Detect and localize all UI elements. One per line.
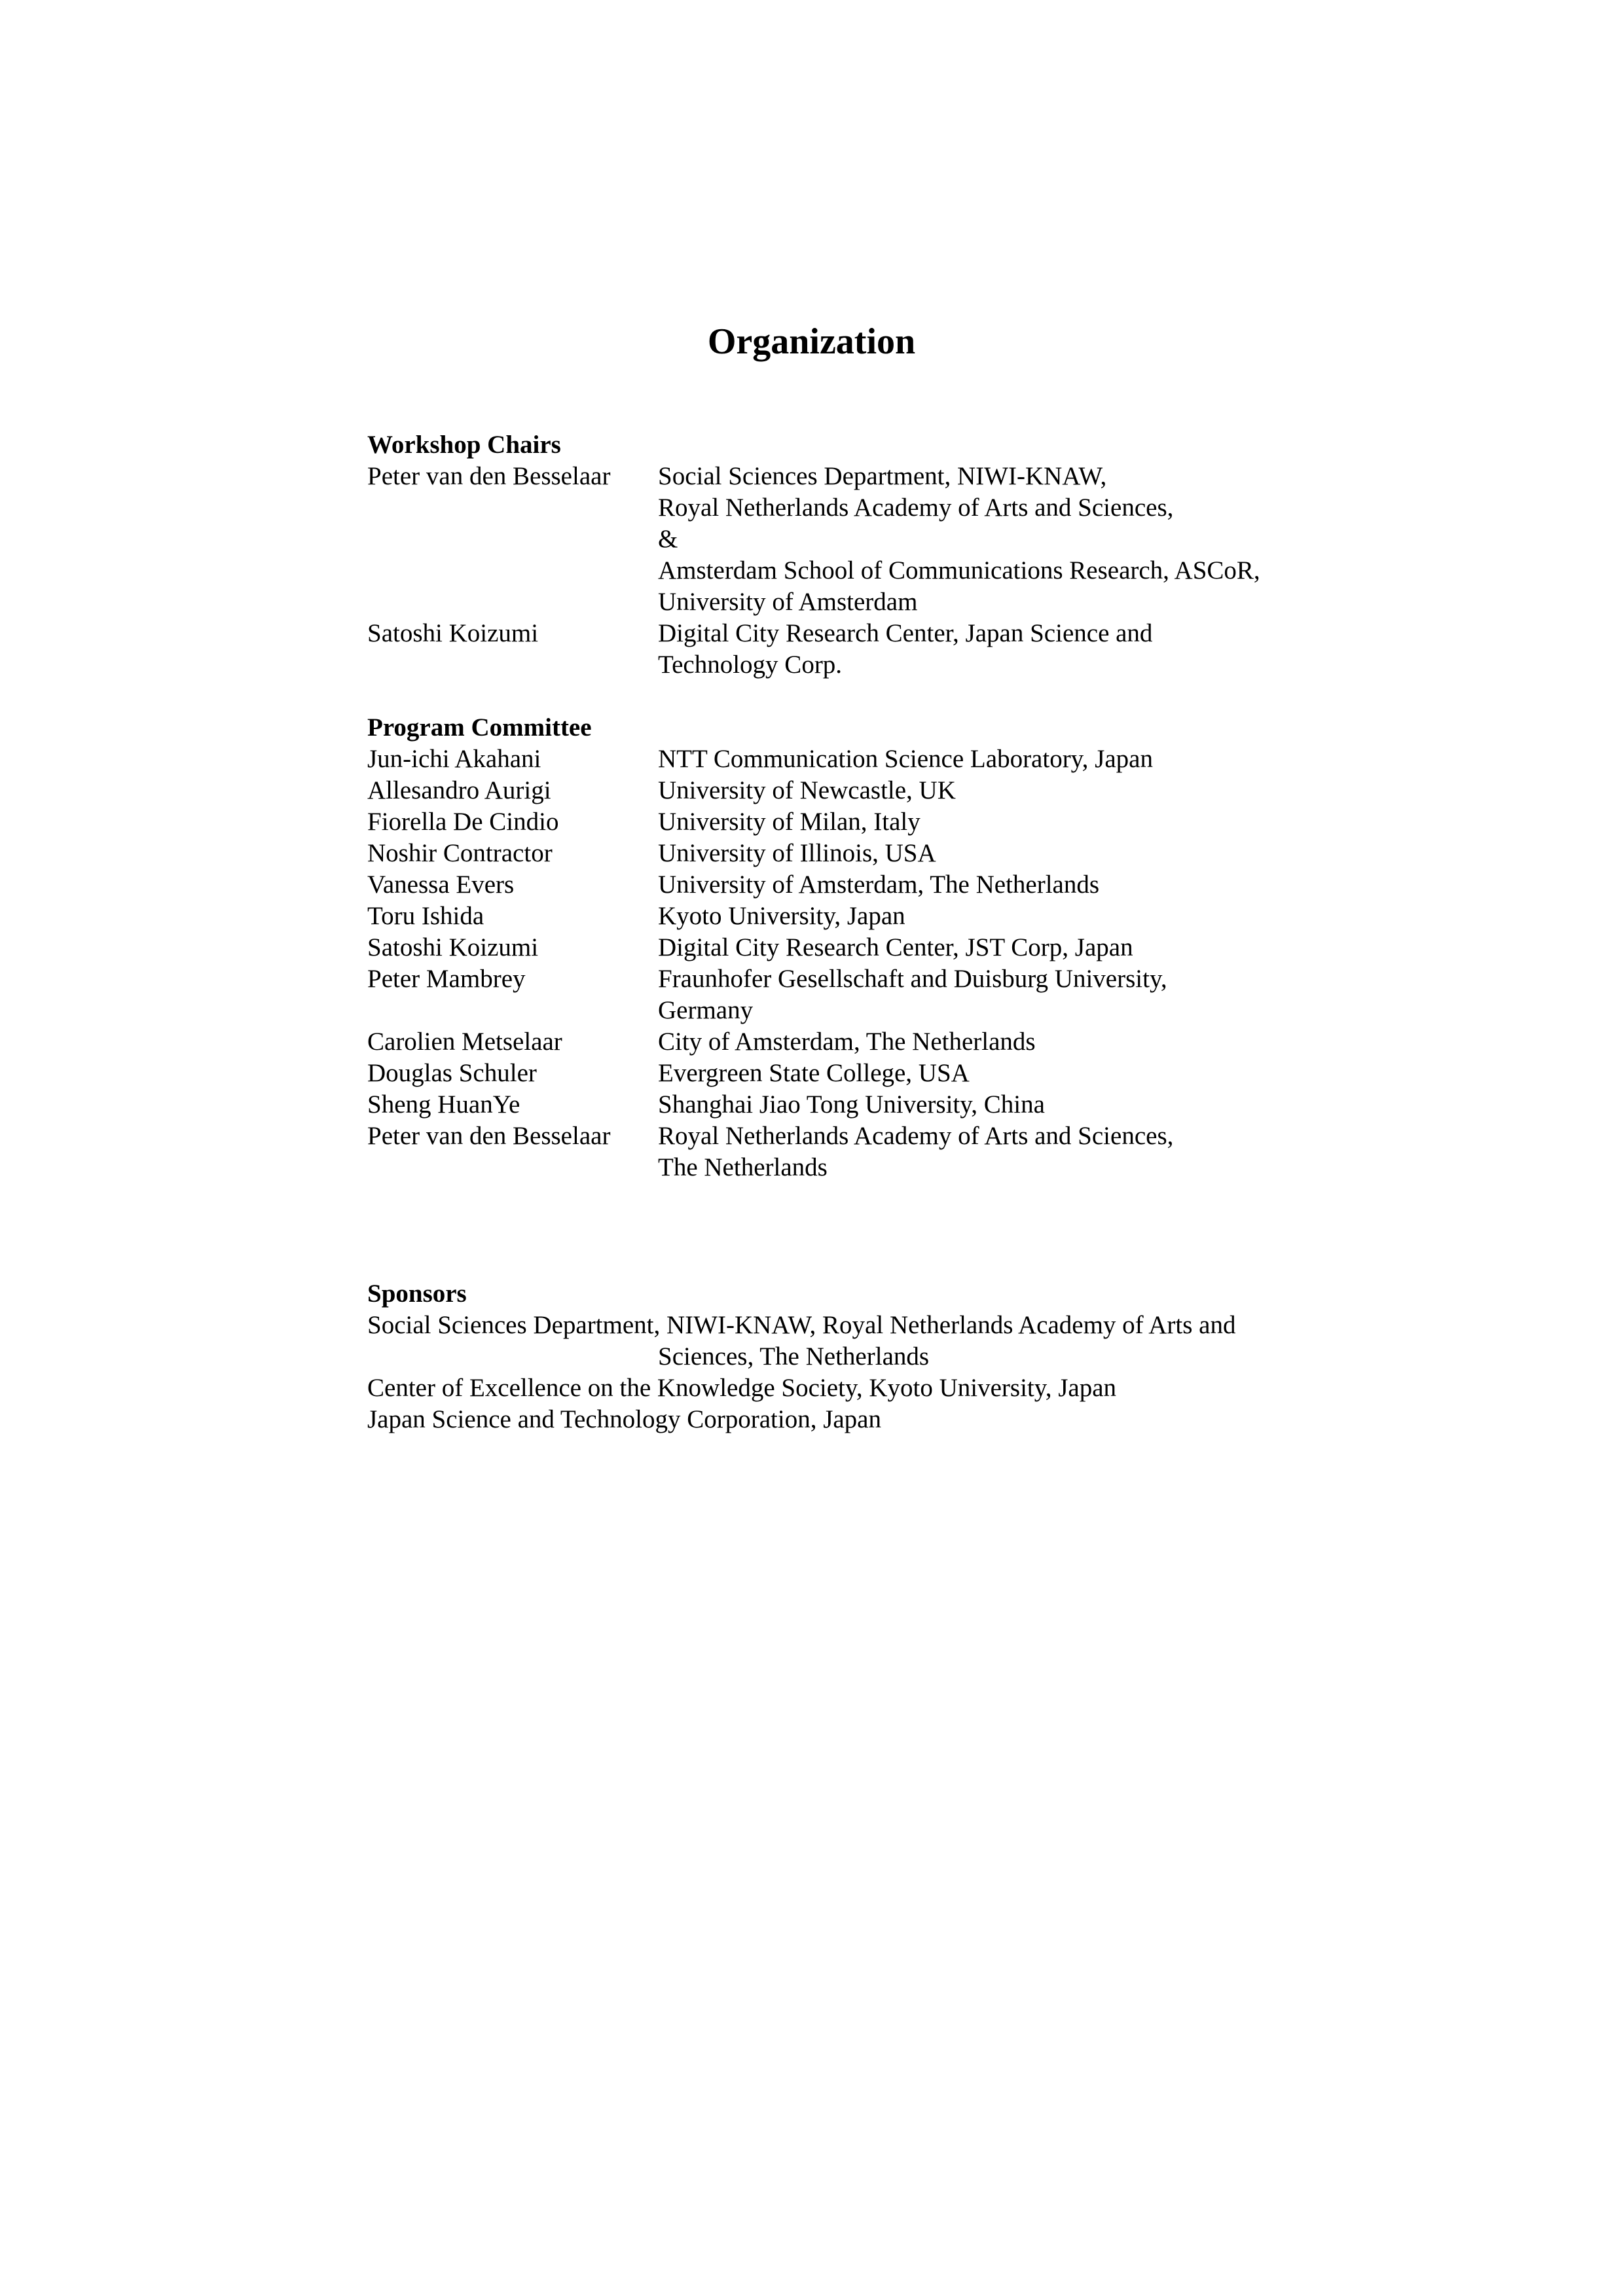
sponsor-item: Japan Science and Technology Corporation, Japan [367,1405,881,1433]
member-affiliation [658,461,1323,618]
member-entry [367,806,1323,838]
member-name: Vanessa Evers [367,870,515,899]
member-affiliation [658,901,1323,932]
member-affiliation [658,1058,1323,1089]
affiliation-line: Fraunhofer Gesellschaft and Duisburg University, [658,965,1167,993]
member-affiliation [658,744,1323,775]
affiliation-line: University of Illinois, USA [658,839,936,867]
member-name: Satoshi Koizumi [367,933,539,961]
member-entry [367,1058,1323,1089]
section-heading: Program Committee [367,713,592,742]
member-affiliation [658,618,1323,681]
member-name: Toru Ishida [367,902,484,930]
member-name: Satoshi Koizumi [367,619,539,647]
workshop-chairs-section [367,429,1323,681]
member-entry [367,744,1323,775]
member-entry [367,869,1323,901]
sponsor-item-continuation: Sciences, The Netherlands [658,1342,930,1371]
member-name: Peter van den Besselaar [367,462,611,490]
sponsor-item: Center of Excellence on the Knowledge Society, Kyoto University, Japan [367,1374,1117,1402]
sponsor-item: Social Sciences Department, NIWI-KNAW, Royal Netherlands Academy of Arts and [367,1311,1236,1339]
member-entry [367,1026,1323,1058]
member-entry [367,618,1323,681]
affiliation-line: Social Sciences Department, NIWI-KNAW, [658,462,1107,490]
member-entry [367,932,1323,963]
affiliation-line: University of Amsterdam, The Netherlands [658,870,1100,899]
member-name: Fiorella De Cindio [367,808,559,836]
member-name: Peter Mambrey [367,965,526,993]
affiliation-line: Evergreen State College, USA [658,1059,970,1087]
member-entry [367,901,1323,932]
affiliation-line: City of Amsterdam, The Netherlands [658,1028,1036,1056]
affiliation-line: University of Newcastle, UK [658,776,956,804]
affiliation-line: Royal Netherlands Academy of Arts and Sciences, [658,1122,1174,1150]
program-committee-list [367,744,1323,1183]
affiliation-line: & [658,525,678,553]
member-affiliation [658,806,1323,838]
member-affiliation [658,775,1323,806]
member-affiliation [658,932,1323,963]
member-name: Peter van den Besselaar [367,1122,611,1150]
sponsors-section [367,1278,1323,1435]
member-entry [367,461,1323,618]
member-name: Douglas Schuler [367,1059,537,1087]
member-entry [367,1121,1323,1183]
section-heading: Workshop Chairs [367,431,561,459]
affiliation-line: Royal Netherlands Academy of Arts and Sciences, [658,493,1174,522]
member-affiliation [658,869,1323,901]
section-spacer [367,1183,1323,1278]
member-entry [367,963,1323,1026]
affiliation-line: Digital City Research Center, JST Corp, Japan [658,933,1133,961]
member-name: Carolien Metselaar [367,1028,562,1056]
sponsors-list [367,1310,1323,1435]
member-affiliation [658,963,1323,1026]
affiliation-line: Amsterdam School of Communications Research, ASCoR, [658,556,1260,584]
affiliation-line: Technology Corp. [658,651,843,679]
page-title: Organization [707,321,916,362]
affiliation-line: Kyoto University, Japan [658,902,905,930]
member-name: Noshir Contractor [367,839,553,867]
member-name: Jun-ichi Akahani [367,745,541,773]
affiliation-line: NTT Communication Science Laboratory, Japan [658,745,1153,773]
program-committee-section [367,712,1323,1183]
affiliation-line: University of Milan, Italy [658,808,921,836]
member-entry [367,838,1323,869]
affiliation-line: The Netherlands [658,1153,828,1181]
member-entry [367,775,1323,806]
section-heading: Sponsors [367,1280,467,1308]
member-affiliation [658,838,1323,869]
member-entry [367,1089,1323,1121]
member-name: Allesandro Aurigi [367,776,551,804]
workshop-chairs-list [367,461,1323,681]
member-affiliation [658,1026,1323,1058]
affiliation-line: Shanghai Jiao Tong University, China [658,1090,1045,1119]
member-affiliation [658,1089,1323,1121]
affiliation-line: University of Amsterdam [658,588,918,616]
affiliation-line: Germany [658,996,754,1024]
affiliation-line: Digital City Research Center, Japan Science and [658,619,1153,647]
member-name: Sheng HuanYe [367,1090,520,1119]
member-affiliation [658,1121,1323,1183]
section-spacer [367,681,1323,712]
document-body [367,429,1323,1435]
